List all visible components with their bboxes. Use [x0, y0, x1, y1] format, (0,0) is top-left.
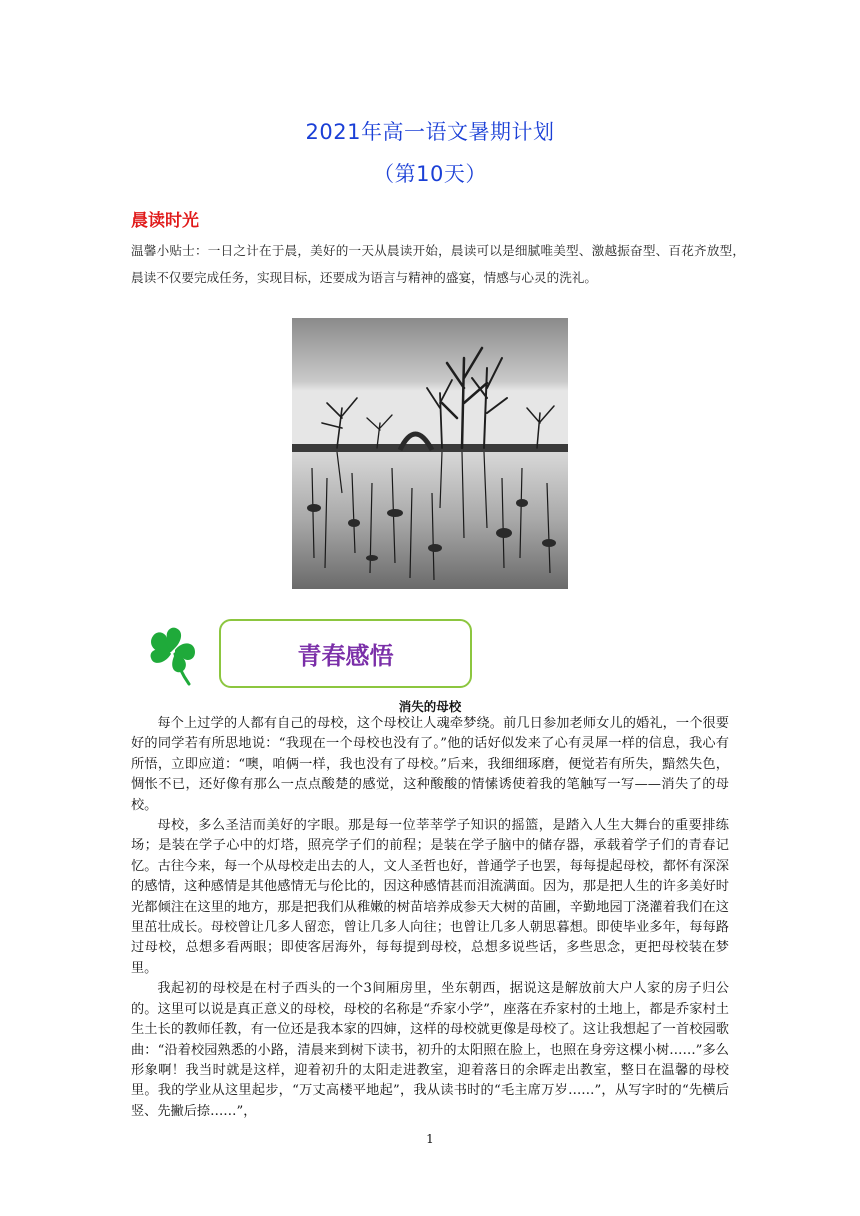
article-paragraph: 母校，多么圣洁而美好的字眼。那是每一位莘莘学子知识的摇篮，是踏入人生大舞台的重要排练场；是装在学子心中的灯塔，照亮学子们的前程；是装在学子脑中的储存器，承载着学子们的青春记忆。古往今来，每一个从母校走出去的人，文人圣哲也好，普通学子也罢，每每提起母校，都怀有深深的感情，这种感情是其他感情无与伦比的，因这种感情甚而泪流满面。因为，那是把人生的许多美好时光都倾注在这里的地方，那是把我们从稚嫩的树苗培养成参天大树的苗圃，辛勤地园丁浇灌着我们在这里茁壮成长。母校曾让几多人留恋，曾让几多人向往；也曾让几多人朝思暮想。即使毕业多年，每每路过母校，总想多看两眼；即使客居海外，每每提到母校，总想多说些话，多些思念，更把母校装在梦里。	[131, 818, 729, 976]
tip-paragraph: 温馨小贴士：一日之计在于晨，美好的一天从晨读开始，晨读可以是细腻唯美型、激越振奋型、百花齐放型，晨读不仅要完成任务，实现目标，还要成为语言与精神的盛宴，情感与心灵的洗礼。	[131, 243, 745, 285]
section-heading: 晨读时光	[131, 211, 199, 231]
article-body	[131, 714, 729, 1122]
banner-label: 青春感悟	[297, 642, 394, 670]
lake-trees-photo	[292, 318, 568, 589]
document-subtitle: （第10天）	[373, 162, 487, 186]
article-paragraph: 我起初的母校是在村子西头的一个3间厢房里，坐东朝西，据说这是解放前大户人家的房子归公的。这里可以说是真正意义的母校，母校的名称是“乔家小学”，座落在乔家村的土地上，都是乔家村土生土长的教师任教，有一位还是我本家的四婶，这样的母校就更像是母校了。这让我想起了一首校园歌曲：“沿着校园熟悉的小路，清晨来到树下读书，初升的太阳照在脸上，也照在身旁这棵小树……”多么形象啊！我当时就是这样，迎着初升的太阳走进教室，迎着落日的余晖走出教室，整日在温馨的母校里。我的学业从这里起步，“万丈高楼平地起”，我从读书时的“毛主席万岁……”，从写字时的“先横后竖、先撇后捺……”，	[131, 981, 729, 1119]
article-title: 消失的母校	[398, 699, 462, 714]
banner-box	[219, 619, 472, 688]
clover-icon	[145, 622, 201, 688]
page-number: 1	[426, 1132, 434, 1146]
document-title: 2021年高一语文暑期计划	[305, 120, 555, 144]
article-paragraph: 每个上过学的人都有自己的母校，这个母校让人魂牵梦绕。前几日参加老师女儿的婚礼，一个很要好的同学若有所思地说：“我现在一个母校也没有了。”他的话好似发来了心有灵犀一样的信息，我心有所悟，立即应道：“噢，咱俩一样，我也没有了母校。”后来，我细细琢磨，便觉若有所失，黯然失色，惆怅不已，还好像有那么一点点酸楚的感觉，这种酸酸的情愫诱使着我的笔触写一写——消失了的母校。	[131, 716, 729, 813]
